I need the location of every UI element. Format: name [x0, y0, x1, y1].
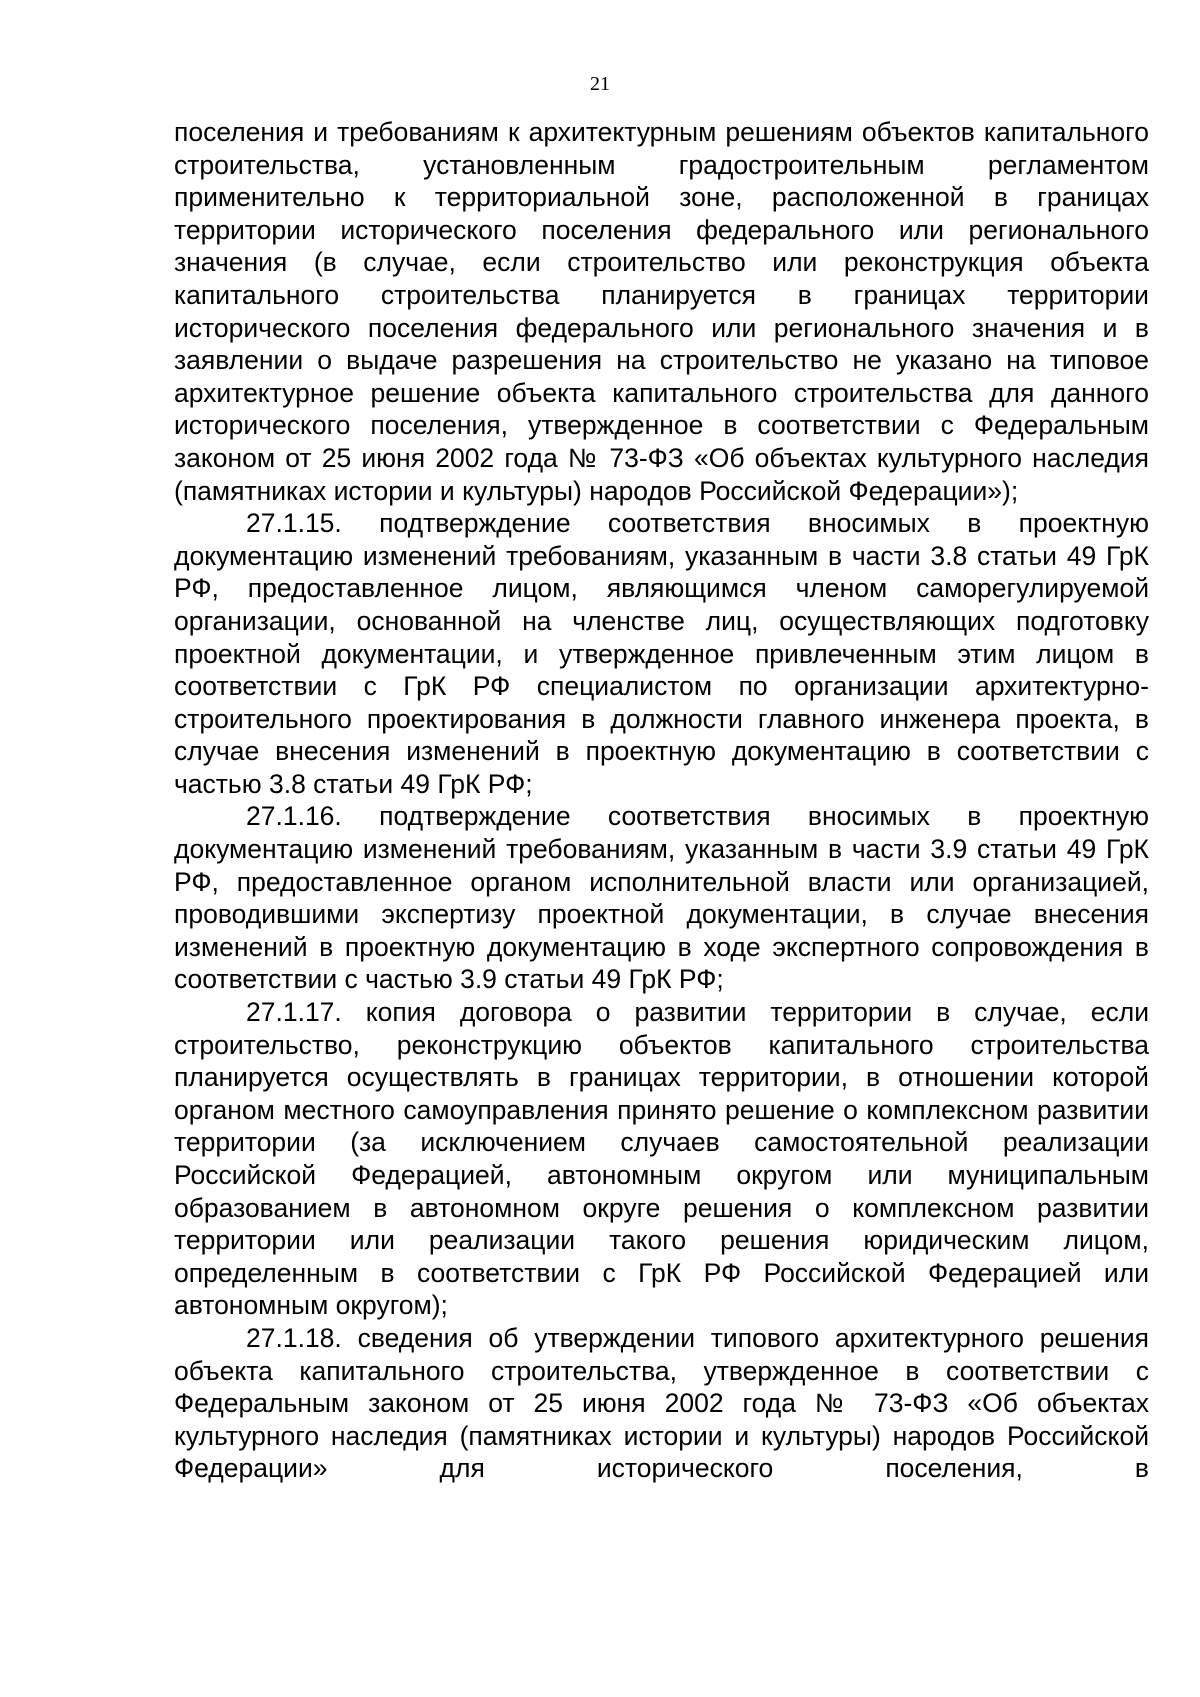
item-number: 27.1.17.	[246, 997, 342, 1028]
page-number: 21	[590, 73, 610, 95]
paragraph-text: подтверждение соответствия вносимых в проектную документацию изменений требованиям, указанным в части 3.9 статьи 49 ГрК РФ, предоставленное органом исполнительной власти или организацией, проводившими экспертизу проектной документации, в случае внесения изменений в проектную документацию в ходе экспертного сопровождения в соответствии с частью 3.9 статьи 49 ГрК РФ;	[174, 801, 1149, 995]
paragraph-text: подтверждение соответствия вносимых в проектную документацию изменений требованиям, указанным в части 3.8 статьи 49 ГрК РФ, предоставленное лицом, являющимся членом саморегулируемой организации, основанной на членстве лиц, осуществляющих подготовку проектной документации, и утвержденное привлеченным этим лицом в соответствии с ГрК РФ специалистом по организации архитектурно-строительного проектирования в должности главного инженера проекта, в случае внесения изменений в проектную документацию в соответствии с частью 3.8 статьи 49 ГрК РФ;	[174, 508, 1149, 799]
body-text	[174, 116, 1149, 1485]
item-number: 27.1.16.	[246, 801, 342, 832]
paragraph-text: сведения об утверждении типового архитектурного решения объекта капитального строительства, утвержденное в соответствии с Федеральным законом от 25 июня 2002 года № 73-ФЗ «Об объектах культурного наследия (памятниках истории и культуры) народов Российской Федерации» для исторического поселения, в	[174, 1322, 1149, 1484]
item-number: 27.1.18.	[246, 1322, 342, 1353]
paragraph-text: копия договора о развитии территории в случае, если строительство, реконструкцию объектов капитального строительства планируется осуществлять в границах территории, в отношении которой органом местного самоуправления принято решение о комплексном развитии территории (за исключением случаев самостоятельной реализации Российской Федерацией, автономным округом или муниципальным образованием в автономном округе решения о комплексном развитии территории или реализации такого решения юридическим лицом, определенным в соответствии с ГрК РФ Российской Федерацией или автономным округом);	[174, 997, 1149, 1321]
item-number: 27.1.15.	[246, 508, 342, 539]
paragraph-continuation	[174, 116, 1149, 507]
paragraph-27-1-16	[174, 800, 1149, 996]
paragraph-27-1-18	[174, 1322, 1149, 1485]
paragraph-27-1-17	[174, 996, 1149, 1322]
paragraph-text: поселения и требованиям к архитектурным решениям объектов капитального строительства, установленным градостроительным регламентом применительно к территориальной зоне, расположенной в границах территории исторического поселения федерального или регионального значения (в случае, если строительство или реконструкция объекта капитального строительства планируется в границах территории исторического поселения федерального или регионального значения и в заявлении о выдаче разрешения на строительство не указано на типовое архитектурное решение объекта капитального строительства для данного исторического поселения, утвержденное в соответствии с Федеральным законом от 25 июня 2002 года № 73-ФЗ «Об объектах культурного наследия (памятниках истории и культуры) народов Российской Федерации»);	[174, 117, 1149, 506]
paragraph-27-1-15	[174, 507, 1149, 800]
